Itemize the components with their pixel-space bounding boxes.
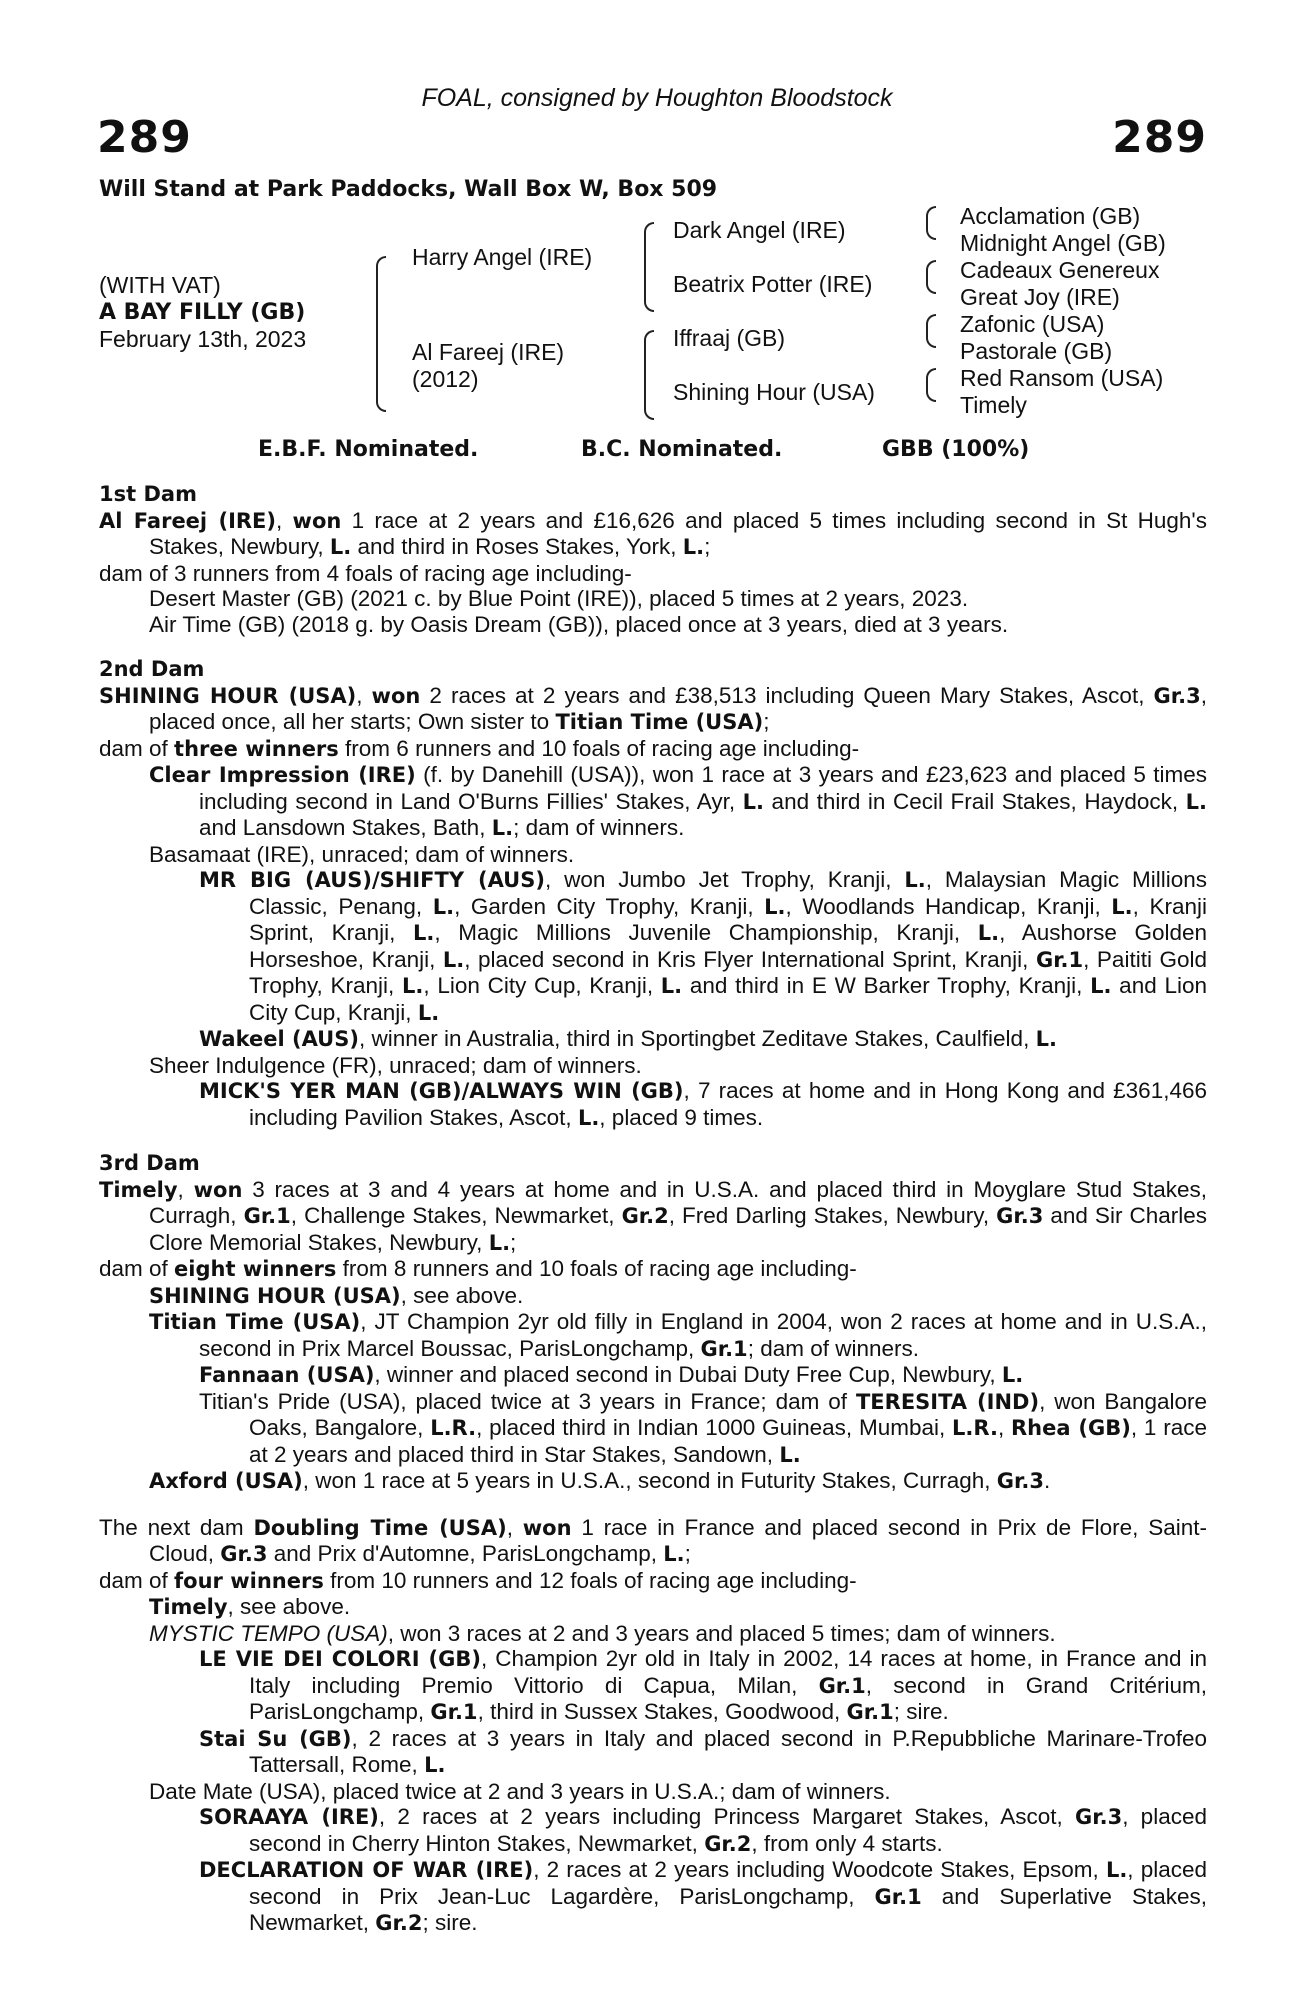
text-run: , see above. bbox=[400, 1282, 524, 1308]
bold-text: Gr.3 bbox=[220, 1542, 268, 1566]
pedigree-paragraph bbox=[99, 1026, 1207, 1053]
pedigree-paragraph bbox=[99, 1362, 1207, 1389]
bold-text: won bbox=[371, 683, 421, 708]
bold-text: L. bbox=[764, 894, 786, 919]
bold-text: Gr.3 bbox=[996, 1469, 1044, 1493]
text-run: , winner in Australia, third in Sportingbet Zeditave Stakes, Caulfield, bbox=[358, 1026, 1036, 1051]
pedigree-paragraph bbox=[99, 1256, 1207, 1283]
bold-text: L.R. bbox=[952, 1416, 998, 1440]
bold-text: Gr.2 bbox=[704, 1831, 752, 1856]
text-run: Basamaat (IRE), unraced; dam of winners. bbox=[149, 841, 575, 867]
bold-text: won bbox=[522, 1515, 572, 1540]
text-run: 2 races at 2 years and £38,513 including Queen Mary Stakes, Ascot, bbox=[420, 682, 1154, 708]
bold-text: Gr.1 bbox=[243, 1204, 291, 1228]
bold-text: L. bbox=[1090, 974, 1112, 998]
bold-text: Al Fareej (IRE) bbox=[99, 508, 276, 533]
pedigree-g3-2: Midnight Angel (GB) bbox=[960, 230, 1166, 256]
text-run: and Lansdown Stakes, Bath, bbox=[199, 815, 492, 840]
text-run: , bbox=[506, 1514, 523, 1540]
text-run: , placed second in Cherry Hinton Stakes, Newmarket, bbox=[249, 1804, 1207, 1856]
bold-text: L. bbox=[329, 535, 352, 559]
pedigree-paragraph bbox=[99, 1857, 1207, 1937]
pedigree-paragraph bbox=[99, 1468, 1207, 1495]
bold-text: L. bbox=[742, 789, 765, 814]
bold-text: L. bbox=[682, 535, 705, 559]
text-run: , JT Champion 2yr old filly in England in 2004, won 2 races at home and in U.S.A., second in Prix Marcel Boussac, ParisLongchamp, bbox=[199, 1309, 1207, 1361]
text-run: , Challenge Stakes, Newmarket, bbox=[290, 1203, 622, 1228]
pedigree-paragraph bbox=[99, 1646, 1207, 1726]
text-run: Titian's Pride (USA), placed twice at 3 years in France; dam of bbox=[199, 1388, 856, 1414]
bold-text: MICK'S YER MAN (GB)/ALWAYS WIN (GB) bbox=[199, 1079, 684, 1103]
first-dam-heading: 1st Dam bbox=[99, 482, 197, 506]
pedigree-paragraph bbox=[99, 762, 1207, 842]
bold-text: L. bbox=[491, 816, 514, 840]
pedigree-paragraph bbox=[99, 1177, 1207, 1257]
bold-text: L. bbox=[488, 1230, 511, 1255]
bold-text: L. bbox=[413, 921, 435, 945]
text-run: , placed 9 times. bbox=[599, 1104, 764, 1130]
text-run: , Magic Millions Juvenile Championship, Kranji, bbox=[434, 920, 978, 945]
lot-number-left: 289 bbox=[97, 112, 192, 163]
bold-text: L. bbox=[779, 1442, 801, 1467]
first-dam-section bbox=[99, 508, 1207, 638]
text-run: ; sire. bbox=[893, 1699, 949, 1724]
bold-text: Titian Time (USA) bbox=[149, 1310, 361, 1334]
bold-text: three winners bbox=[174, 736, 339, 761]
text-run: from 6 runners and 10 foals of racing age including- bbox=[338, 735, 860, 761]
pedigree-paragraph bbox=[99, 1389, 1207, 1469]
pedigree-paragraph bbox=[99, 1804, 1207, 1857]
vat-note: (WITH VAT) bbox=[99, 272, 221, 298]
bold-text: Fannaan (USA) bbox=[199, 1363, 375, 1387]
bold-text: L. bbox=[432, 894, 455, 919]
text-run: , Paititi Gold Trophy, Kranji, bbox=[249, 946, 1207, 998]
text-run: ; dam of winners. bbox=[747, 1335, 920, 1361]
text-run: , Garden City Trophy, Kranji, bbox=[454, 893, 765, 919]
bold-text: Timely bbox=[149, 1595, 228, 1619]
text-run: , second in Grand Critérium, ParisLongchamp, bbox=[249, 1672, 1207, 1724]
pedigree-g3-7: Red Ransom (USA) bbox=[960, 365, 1164, 391]
bold-text: DECLARATION OF WAR (IRE) bbox=[199, 1858, 534, 1882]
bold-text: MR BIG (AUS)/SHIFTY (AUS) bbox=[199, 868, 545, 892]
text-run: , from only 4 starts. bbox=[751, 1830, 943, 1856]
text-run: , third in Sussex Stakes, Goodwood, bbox=[477, 1699, 847, 1724]
bold-text: L. bbox=[1001, 1363, 1024, 1387]
bold-text: L. bbox=[904, 868, 926, 892]
text-run: and third in Roses Stakes, York, bbox=[351, 534, 683, 559]
bold-text: Doubling Time (USA) bbox=[253, 1515, 507, 1540]
text-run: (f. by Danehill (USA)), won 1 race at 3 years and £23,623 and placed 5 times including second in Land O'Burns Fillies' Stakes, Ayr, bbox=[199, 762, 1207, 814]
pedigree-g3-4: Great Joy (IRE) bbox=[960, 284, 1120, 310]
pedigree-paragraph bbox=[99, 1779, 1207, 1805]
pedigree-paragraph bbox=[99, 842, 1207, 868]
text-run: , 7 races at home and in Hong Kong and £361,466 including Pavilion Stakes, Ascot, bbox=[249, 1078, 1207, 1130]
text-run: dam of bbox=[99, 1256, 175, 1281]
pedigree-paragraph bbox=[99, 612, 1207, 638]
text-run: , winner and placed second in Dubai Duty Free Cup, Newbury, bbox=[374, 1362, 1002, 1387]
text-run: from 10 runners and 12 foals of racing age including- bbox=[323, 1567, 857, 1593]
pedigree-paragraph bbox=[99, 867, 1207, 1026]
bold-text: Gr.1 bbox=[1035, 947, 1084, 972]
lot-number-right: 289 bbox=[1112, 112, 1207, 163]
pedigree-brace-3b bbox=[926, 260, 936, 294]
bold-text: L. bbox=[417, 1000, 440, 1025]
bold-text: L. bbox=[424, 1753, 446, 1777]
text-run: , placed second in Kris Flyer International Sprint, Kranji, bbox=[464, 946, 1036, 972]
text-run: dam of 3 runners from 4 foals of racing age including- bbox=[99, 560, 632, 586]
bold-text: Gr.2 bbox=[621, 1204, 669, 1228]
text-run: , Woodlands Handicap, Kranji, bbox=[785, 893, 1112, 919]
text-run: , Champion 2yr old in Italy in 2002, 14 races at home, in France and in Italy including Premio Vittorio di Capua, Milan, bbox=[249, 1646, 1207, 1698]
pedigree-g3-8: Timely bbox=[960, 392, 1027, 418]
ebf-nomination: E.B.F. Nominated. bbox=[258, 437, 479, 462]
text-run: dam of bbox=[99, 735, 175, 761]
text-run: , 1 race at 2 years and placed third in Star Stakes, Sandown, bbox=[249, 1415, 1207, 1467]
bold-text: Gr.1 bbox=[818, 1673, 866, 1698]
stand-location: Will Stand at Park Paddocks, Wall Box W, Box 509 bbox=[99, 177, 718, 202]
pedigree-paragraph bbox=[99, 1594, 1207, 1621]
text-run: 1 race at 2 years and £16,626 and placed 5 times including second in St Hugh's Stakes, Newbury, bbox=[149, 507, 1207, 559]
pedigree-dam-year: (2012) bbox=[412, 366, 479, 392]
text-run: , Kranji Sprint, Kranji, bbox=[249, 893, 1208, 945]
text-run: , placed second in Prix Jean-Luc Lagardère, ParisLongchamp, bbox=[249, 1857, 1208, 1909]
text-run: , placed third in Indian 1000 Guineas, Mumbai, bbox=[476, 1415, 953, 1440]
text-run: , won Bangalore Oaks, Bangalore, bbox=[249, 1388, 1208, 1440]
text-run: Air Time (GB) (2018 g. by Oasis Dream (GB)), placed once at 3 years, died at 3 years. bbox=[149, 611, 1009, 637]
pedigree-brace-3d bbox=[926, 368, 936, 402]
text-run: , Aushorse Golden Horseshoe, Kranji, bbox=[249, 920, 1208, 972]
bold-text: SHINING HOUR (USA) bbox=[99, 683, 357, 708]
bold-text: L. bbox=[402, 974, 424, 998]
text-run: , Malaysian Magic Millions Classic, Penang, bbox=[249, 867, 1207, 919]
bold-text: Gr.3 bbox=[1153, 683, 1201, 708]
bold-text: won bbox=[292, 508, 342, 533]
text-run: , bbox=[276, 507, 293, 533]
text-run: . bbox=[1043, 1468, 1051, 1493]
pedigree-paragraph bbox=[99, 1309, 1207, 1362]
text-run: , bbox=[997, 1415, 1011, 1440]
bold-text: L. bbox=[660, 974, 683, 998]
horse-name: A BAY FILLY (GB) bbox=[99, 300, 306, 325]
pedigree-sire-sire: Dark Angel (IRE) bbox=[673, 217, 846, 243]
text-run: 3 races at 3 and 4 years at home and in U.S.A. and placed third in Moyglare Stud Stakes, Curragh, bbox=[149, 1176, 1207, 1228]
pedigree-paragraph bbox=[99, 1078, 1207, 1131]
text-run: , 2 races at 2 years including Princess Margaret Stakes, Ascot, bbox=[378, 1804, 1075, 1829]
bold-text: Gr.3 bbox=[996, 1204, 1044, 1228]
text-run: The next dam bbox=[99, 1514, 254, 1540]
bold-text: SORAAYA (IRE) bbox=[199, 1805, 379, 1829]
text-run: , Lion City Cup, Kranji, bbox=[423, 973, 661, 998]
bold-text: LE VIE DEI COLORI (GB) bbox=[199, 1647, 481, 1671]
pedigree-paragraph bbox=[99, 1726, 1207, 1779]
bold-text: L. bbox=[1185, 789, 1208, 814]
third-dam-section bbox=[99, 1177, 1207, 1495]
next-dam-section bbox=[99, 1515, 1207, 1937]
pedigree-paragraph bbox=[99, 508, 1207, 561]
bold-text: L.R. bbox=[430, 1416, 477, 1440]
text-run: , Fred Darling Stakes, Newbury, bbox=[668, 1203, 997, 1228]
bold-text: four winners bbox=[174, 1568, 324, 1593]
bold-text: L. bbox=[577, 1105, 600, 1130]
pedigree-paragraph bbox=[99, 1053, 1207, 1079]
bold-text: Rhea (GB) bbox=[1011, 1416, 1131, 1440]
pedigree-brace-2b bbox=[644, 330, 654, 420]
text-run: from 8 runners and 10 foals of racing age including- bbox=[336, 1256, 857, 1281]
pedigree-g3-5: Zafonic (USA) bbox=[960, 311, 1105, 337]
bold-text: Gr.1 bbox=[846, 1700, 894, 1724]
catalogue-body bbox=[99, 482, 1207, 1937]
text-run: , won 1 race at 5 years in U.S.A., second in Futurity Stakes, Curragh, bbox=[302, 1468, 997, 1493]
bold-text: Titian Time (USA) bbox=[555, 710, 764, 734]
third-dam-heading: 3rd Dam bbox=[99, 1151, 200, 1175]
pedigree-brace-1 bbox=[376, 256, 386, 412]
pedigree-g3-1: Acclamation (GB) bbox=[960, 203, 1141, 229]
horse-dob: February 13th, 2023 bbox=[99, 326, 307, 352]
pedigree-paragraph bbox=[99, 1283, 1207, 1310]
consignment-line: FOAL, consigned by Houghton Bloodstock bbox=[421, 84, 893, 112]
pedigree-paragraph bbox=[99, 683, 1207, 736]
bold-text: Gr.1 bbox=[430, 1700, 478, 1724]
text-run: ; bbox=[704, 534, 711, 559]
pedigree-dam: Al Fareej (IRE) bbox=[412, 339, 565, 365]
text-run: and Sir Charles Clore Memorial Stakes, Newbury, bbox=[149, 1203, 1207, 1255]
gbb-status: GBB (100%) bbox=[882, 437, 1030, 462]
text-run: , 2 races at 3 years in Italy and placed second in P.Repubbliche Marinare-Trofeo Tattersall, Rome, bbox=[249, 1725, 1208, 1777]
pedigree-paragraph bbox=[99, 561, 1207, 587]
text-run: , placed once, all her starts; Own sister to bbox=[149, 682, 1207, 734]
text-run: and third in Cecil Frail Stakes, Haydock, bbox=[764, 788, 1186, 814]
bold-text: Gr.3 bbox=[1075, 1805, 1123, 1829]
text-run: dam of bbox=[99, 1567, 175, 1593]
bold-text: eight winners bbox=[174, 1257, 337, 1281]
pedigree-dam-sire: Iffraaj (GB) bbox=[673, 325, 786, 351]
text-run: Date Mate (USA), placed twice at 2 and 3 years in U.S.A.; dam of winners. bbox=[149, 1778, 891, 1804]
text-run: ; bbox=[510, 1229, 517, 1255]
pedigree-paragraph bbox=[99, 1621, 1207, 1647]
text-run: and Prix d'Automne, ParisLongchamp, bbox=[267, 1541, 664, 1566]
bold-text: L. bbox=[442, 947, 465, 972]
text-run: ; bbox=[763, 709, 770, 734]
pedigree-paragraph bbox=[99, 586, 1207, 612]
bold-text: TERESITA (IND) bbox=[855, 1389, 1040, 1414]
text-run: Sheer Indulgence (FR), unraced; dam of winners. bbox=[149, 1052, 642, 1078]
pedigree-paragraph bbox=[99, 1568, 1207, 1595]
text-run: , won 3 races at 2 and 3 years and placed 5 times; dam of winners. bbox=[387, 1620, 1056, 1646]
bold-text: Gr.1 bbox=[700, 1336, 748, 1361]
text-run: 1 race in France and placed second in Prix de Flore, Saint-Cloud, bbox=[149, 1514, 1207, 1566]
pedigree-sire-dam: Beatrix Potter (IRE) bbox=[673, 271, 873, 297]
text-run: , bbox=[177, 1176, 194, 1202]
text-run: ; dam of winners. bbox=[513, 815, 685, 840]
bold-text: Wakeel (AUS) bbox=[199, 1027, 359, 1051]
bold-text: L. bbox=[663, 1542, 685, 1566]
text-run: and Superlative Stakes, Newmarket, bbox=[249, 1883, 1207, 1935]
text-run: ; sire. bbox=[422, 1910, 478, 1935]
text-run: , 2 races at 2 years including Woodcote Stakes, Epsom, bbox=[533, 1857, 1106, 1882]
bold-text: Gr.2 bbox=[375, 1911, 423, 1935]
bold-text: Axford (USA) bbox=[149, 1469, 303, 1493]
bold-text: Clear Impression (IRE) bbox=[149, 763, 416, 787]
bold-text: L. bbox=[1105, 1858, 1128, 1882]
pedigree-brace-3a bbox=[926, 206, 936, 240]
bold-text: Stai Su (GB) bbox=[199, 1726, 352, 1751]
text-run: and Lion City Cup, Kranji, bbox=[249, 973, 1207, 1025]
text-run: , bbox=[356, 682, 372, 708]
second-dam-heading: 2nd Dam bbox=[99, 657, 205, 681]
bold-text: L. bbox=[1111, 894, 1133, 919]
pedigree-dam-dam: Shining Hour (USA) bbox=[673, 379, 875, 405]
text-run: , won Jumbo Jet Trophy, Kranji, bbox=[544, 867, 905, 892]
text-run: MYSTIC TEMPO (USA) bbox=[149, 1620, 388, 1646]
text-run: , see above. bbox=[227, 1594, 351, 1619]
bold-text: L. bbox=[977, 921, 1000, 945]
bold-text: Timely bbox=[99, 1177, 178, 1202]
bold-text: L. bbox=[1035, 1027, 1057, 1051]
pedigree-sire: Harry Angel (IRE) bbox=[412, 244, 593, 270]
pedigree-paragraph bbox=[99, 736, 1207, 763]
second-dam-section bbox=[99, 683, 1207, 1132]
pedigree-g3-3: Cadeaux Genereux bbox=[960, 257, 1160, 283]
bold-text: Gr.1 bbox=[874, 1884, 922, 1909]
pedigree-brace-2a bbox=[644, 222, 654, 312]
pedigree-paragraph bbox=[99, 1515, 1207, 1568]
bc-nomination: B.C. Nominated. bbox=[581, 437, 783, 462]
text-run: Desert Master (GB) (2021 c. by Blue Point (IRE)), placed 5 times at 2 years, 2023. bbox=[149, 586, 969, 611]
bold-text: SHINING HOUR (USA) bbox=[149, 1283, 401, 1308]
pedigree-g3-6: Pastorale (GB) bbox=[960, 338, 1113, 364]
bold-text: won bbox=[193, 1177, 243, 1202]
pedigree-brace-3c bbox=[926, 314, 936, 348]
text-run: ; bbox=[684, 1541, 691, 1566]
text-run: and third in E W Barker Trophy, Kranji, bbox=[682, 973, 1091, 998]
